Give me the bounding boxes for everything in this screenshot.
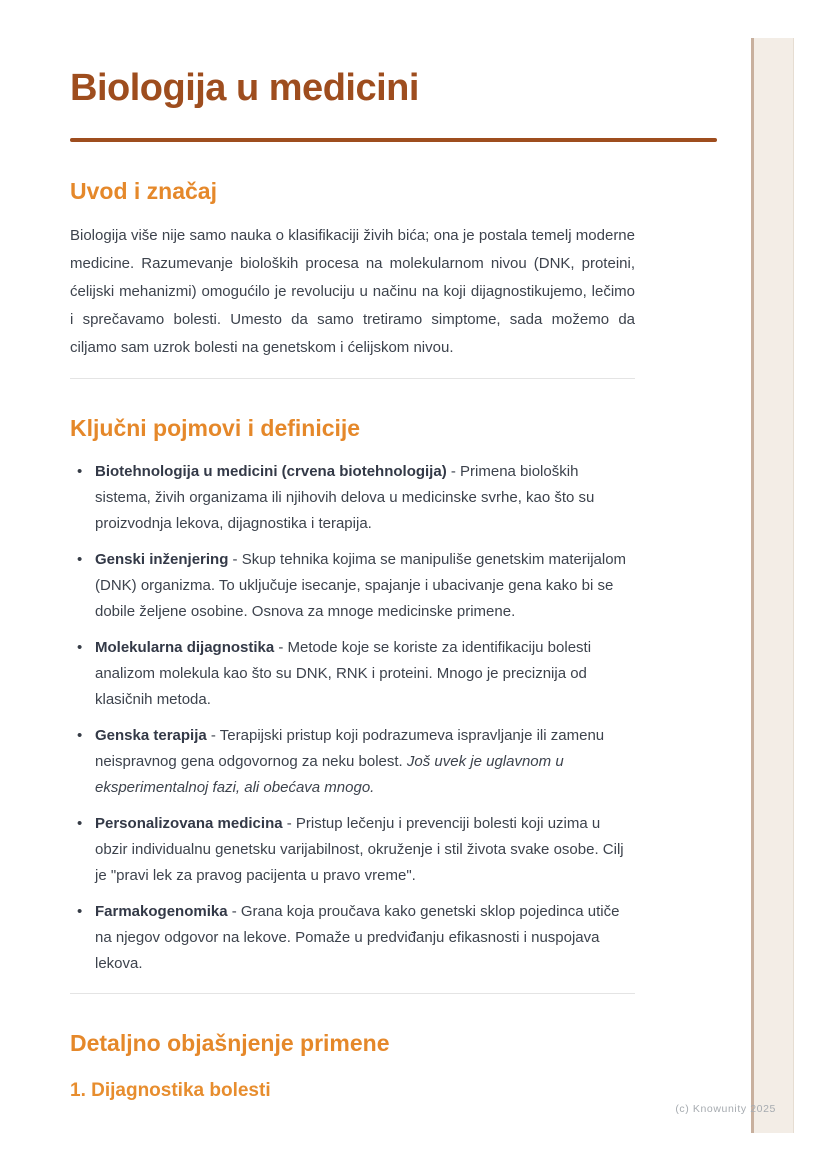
section-heading-terms: Ključni pojmovi i definicije: [70, 415, 361, 441]
term-note: Još uvek je uglavnom u eksperimentalnoj fazi, ali obećava mnogo.: [95, 753, 564, 796]
list-item: [70, 899, 635, 977]
term-label: Genska terapija: [95, 727, 207, 744]
section-divider: [70, 378, 635, 379]
term-definition: - Grana koja proučava kako genetski sklop pojedinca utiče na njegov odgovor na lekove. Pomaže u predviđanju efikasnosti i nuspojava lekova.: [95, 903, 620, 972]
list-item: [70, 635, 635, 713]
list-item: [70, 723, 635, 801]
term-label: Farmakogenomika: [95, 903, 228, 920]
list-item: [70, 547, 635, 625]
section-heading-intro: Uvod i značaj: [70, 178, 217, 204]
term-label: Molekularna dijagnostika: [95, 639, 275, 656]
term-definition: - Metode koje se koriste za identifikaciju bolesti analizom molekula kao što su DNK, RNK i proteini. Mnogo je preciznija od klasičnih metoda.: [95, 639, 592, 708]
term-label: Personalizovana medicina: [95, 815, 283, 832]
intro-paragraph: Biologija više nije samo nauka o klasifikaciji živih bića; ona je postala temelj moderne medicine. Razumevanje bioloških procesa na molekularnom nivou (DNK, proteini, ćelijski mehanizmi) omogućilo je revoluciju u načinu na koji dijagnostikujemo, lečimo i sprečavamo bolesti. Umesto da samo tretiramo simptome, sada možemo da ciljamo sam uzrok bolesti na genetskom i ćelijskom nivou.: [70, 227, 635, 356]
section-divider: [70, 993, 635, 994]
page-title: Biologija u medicini: [70, 67, 419, 109]
document-content: [70, 0, 717, 1104]
term-definition: - Pristup lečenju i prevenciji bolesti koji uzima u obzir individualnu genetsku varijabilnost, okruženje i stil života svake osobe. Cilj je "pravi lek za pravog pacijenta u pravo vreme".: [95, 815, 624, 884]
term-definition: - Primena bioloških sistema, živih organizama ili njihovih delova u medicinske svrhe, kao što su proizvodnja lekova, dijagnostika i terapija.: [95, 463, 595, 532]
definitions-list: [70, 459, 635, 977]
page-edge-stripe: [751, 38, 794, 1133]
term-definition: - Skup tehnika kojima se manipuliše genetskim materijalom (DNK) organizma. To uključuje isecanje, spajanje i ubacivanje gena kako bi se dobile željene osobine. Osnova za mnoge medicinske primene.: [95, 551, 627, 620]
list-item: [70, 459, 635, 537]
term-definition: - Terapijski pristup koji podrazumeva ispravljanje ili zamenu neispravnog gena odgovornog za neku bolest.: [95, 727, 605, 770]
list-item: [70, 811, 635, 889]
section-heading-applications: Detaljno objašnjenje primene: [70, 1030, 390, 1056]
watermark: (c) Knowunity 2025: [675, 1103, 776, 1115]
term-label: Genski inženjering: [95, 551, 229, 568]
term-label: Biotehnologija u medicini (crvena biotehnologija): [95, 463, 447, 480]
subsection-heading-diagnostics: 1. Dijagnostika bolesti: [70, 1080, 271, 1101]
title-rule: [70, 138, 717, 142]
